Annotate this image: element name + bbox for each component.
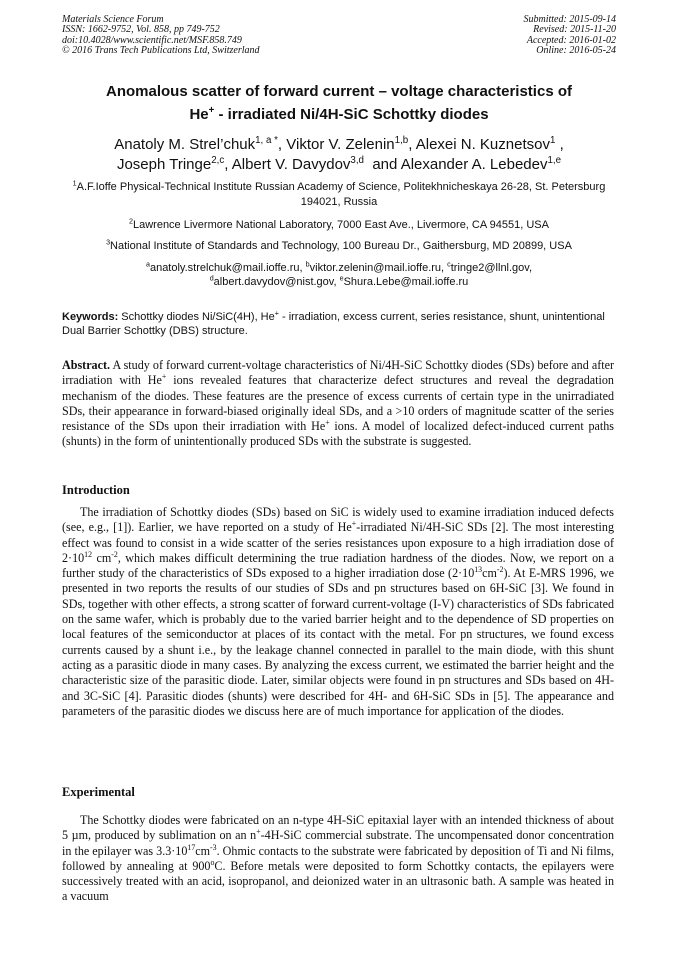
abstract-label: Abstract. bbox=[62, 358, 111, 372]
section-heading-experimental: Experimental bbox=[62, 785, 135, 799]
abstract: Abstract. A study of forward current-voltage characteristics of Ni/4H-SiC Schottky diodes (SDs) before and after irradiation with He+ ions revealed features that characterize defect structures and reveal the degradation mechanism of the diodes. These features are the presence of excess currents of certain type in the unirradiated SDs, their appearance in forward-biased originally ideal SDs, and a >10 orders of magnitude scatter of the series resistance of the SDs upon their irradiation with He+ ions. A model of localized defect-induced current paths (shunts) in the form of unintentionally produced SDs with the substrate is suggested. bbox=[62, 358, 614, 449]
publication-dates bbox=[524, 15, 617, 57]
title-line-1: Anomalous scatter of forward current – voltage characteristics of bbox=[106, 83, 572, 100]
title-line-2: He+ - irradiated Ni/4H-SiC Schottky diodes bbox=[189, 105, 489, 123]
experimental-paragraph: The Schottky diodes were fabricated on an n-type 4H-SiC epitaxial layer with an intended thickness of about 5 µm, produced by sublimation on an n+-4H-SiC commercial substrate. The uncompensated donor concentration in the epilayer was $3.3\cdot 10^{17}cm^{-3}$. Ohmic contacts to the substrate were fabricated by deposition of Ti and Ni films, followed by annealing at 900$^o$C. Before metals were deposited to form Schottky contacts, the epilayers were successively treated with an acid, isopropanol, and deionized water in an ultrasonic bath. A sample was heated in a vacuum bbox=[62, 813, 614, 904]
date-submitted: Submitted: 2015-09-14 bbox=[523, 14, 616, 25]
introduction-paragraph: The irradiation of Schottky diodes (SDs) based on SiC is widely used to examine irradiation induced defects (see, e.g., [1]). Earlier, we have reported on a study of He+-irradiated Ni/4H-SiC SDs [2]. The most interesting effect was found to consist in a wide scatter of the series resistances upon exposure to a high irradiation dose of $2\cdot 10^{12}$ $cm^{-2}$, which makes difficult determining the true radiation hardness of the diodes. Now, we report on a further study of the characteristics of SDs exposed to a higher irradiation dose $(2\cdot 10^{13}cm^{-2})$. At E-MRS 1996, we presented in two reports the results of our studies of SDs and pn structures based on 6H-SiC [3]. We found in SDs, together with other effects, a strong scatter of forward current-voltage (I-V) characteristics of SDs fabricated on the same wafer, which is probably due to the varied barrier height and to the dependence of SD properties on local features of the semiconductor at places of its contact with the metal. For pn structures, we found excess currents caused by a shunt i.e., by the leakage channel connected in parallel to the main diode, with this shunt acting as a parasitic diode in many cases. By analyzing the excess current, we estimated the barrier height and the characteristic size of the parasitic diode. Later, similar objects were found in pn structures and SDs based on 4H- and 3C-SiC [4]. Parasitic diodes (shunts) were described for 4H- and 6H-SiC SDs in [5]. The appearance and parameters of the parasitic diodes we discuss here are of much importance for application of the diodes. bbox=[62, 505, 615, 718]
author-emails: $^a$anatoly.strelchuk@mail.ioffe.ru, $^b$viktor.zelenin@mail.ioffe.ru, $^c$tringe2@llnl.gov, $^d$albert.davydov@nist.gov, $^e$Shura.Lebe@mail.ioffe.ru bbox=[145, 260, 533, 288]
keywords: Keywords: Schottky diodes Ni/SiC(4H), He+ - irradiation, excess current, series resistance, shunt, unintentional Dual Barrier Schottky (DBS) structure. bbox=[62, 309, 605, 337]
author-list: Anatoly M. Strel’chuk$^{1, a *}$, Viktor V. Zelenin$^{1,b}$, Alexei N. Kuznetsov$^1$ , Joseph Tringe$^{2,c}$, Albert V. Davydov$^{3,d}$ and Alexander A. Lebedev$^{1,e}$ bbox=[114, 135, 564, 173]
email-link[interactable]: viktor.zelenin@mail.ioffe.ru bbox=[309, 262, 442, 274]
journal-info bbox=[62, 15, 260, 57]
affiliation-2: $^2$Lawrence Livermore National Laboratory, 7000 East Ave., Livermore, CA 94551, USA bbox=[129, 217, 549, 231]
date-accepted: Accepted: 2016-01-02 bbox=[526, 34, 616, 46]
affiliation-1: $^1$A.F.Ioffe Physical-Technical Institute Russian Academy of Science, Politekhnicheskaya 26-28, St. Petersburg 194021, Russia bbox=[72, 179, 606, 208]
journal-issn: ISSN: 1662-9752, Vol. 858, pp 749-752 bbox=[62, 24, 220, 36]
affiliation-3: $^3$National Institute of Standards and Technology, 100 Bureau Dr., Gaithersburg, MD 20899, USA bbox=[106, 238, 572, 252]
author-name: Albert V. Davydov bbox=[231, 156, 351, 173]
author-name: Joseph Tringe bbox=[116, 156, 212, 173]
journal-copyright: © 2016 Trans Tech Publications Ltd, Switzerland bbox=[62, 45, 260, 57]
author-name: Anatoly M. Strel’chuk bbox=[114, 136, 256, 153]
email-link[interactable]: anatoly.strelchuk@mail.ioffe.ru bbox=[149, 262, 300, 274]
journal-name: Materials Science Forum bbox=[62, 14, 164, 25]
journal-doi[interactable]: doi:10.4028/www.scientific.net/MSF.858.749 bbox=[62, 34, 242, 46]
paper-title bbox=[40, 80, 638, 126]
author-name: Alexander A. Lebedev bbox=[400, 156, 548, 173]
date-revised: Revised: 2015-11-20 bbox=[533, 24, 616, 36]
author-name: Viktor V. Zelenin bbox=[286, 136, 395, 153]
date-online: Online: 2016-05-24 bbox=[536, 45, 616, 57]
author-name: Alexei N. Kuznetsov bbox=[415, 136, 550, 153]
email-link[interactable]: albert.davydov@nist.gov bbox=[213, 276, 334, 288]
email-link[interactable]: tringe2@llnl.gov, bbox=[450, 262, 533, 274]
email-link[interactable]: Shura.Lebe@mail.ioffe.ru bbox=[343, 276, 469, 288]
keywords-label: Keywords: bbox=[62, 311, 119, 323]
section-heading-introduction: Introduction bbox=[62, 483, 130, 497]
